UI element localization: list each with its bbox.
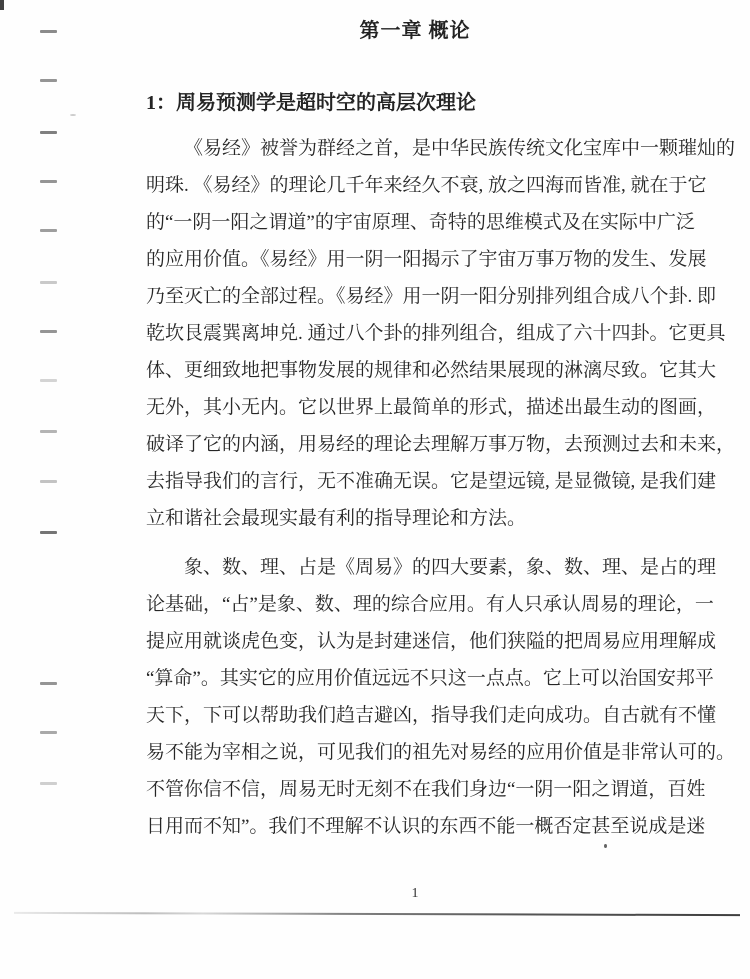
paragraph-1	[146, 130, 736, 537]
scan-artifact	[0, 0, 4, 10]
scan-artifact	[40, 731, 57, 734]
scan-artifact	[40, 782, 57, 785]
text-line: 无外，其小无内。它以世界上最简单的形式，描述出最生动的图画，	[146, 397, 717, 418]
text-line: 论基础，“占”是象、数、理的综合应用。有人只承认周易的理论，一	[146, 594, 714, 615]
paragraph-2	[146, 549, 736, 845]
page-number: 1	[411, 886, 419, 901]
text-line: 易不能为宰相之说，可见我们的祖先对易经的应用价值是非常认可的。	[146, 742, 736, 763]
text-line: 明珠. 《易经》的理论几千年来经久不衰, 放之四海而皆准, 就在于它	[146, 175, 707, 196]
scan-artifact	[40, 281, 57, 284]
text-line: 乾坎艮震巽离坤兑. 通过八个卦的排列组合，组成了六十四卦。它更具	[146, 323, 726, 344]
text-line: 立和谐社会最现实最有利的指导理论和方法。	[146, 508, 527, 529]
scan-artifact	[40, 229, 57, 232]
text-line: 提应用就谈虎色变，认为是封建迷信，他们狭隘的把周易应用理解成	[146, 631, 717, 652]
scan-artifact	[40, 131, 57, 134]
text-line: “算命”。其实它的应用价值远远不只这一点点。它上可以治国安邦平	[146, 668, 714, 689]
chapter-title: 第一章 概论	[359, 20, 471, 42]
scan-artifact	[40, 379, 57, 382]
text-line: 去指导我们的言行，无不准确无误。它是望远镜, 是显微镜, 是我们建	[146, 471, 717, 492]
text-line: 的“一阴一阳之谓道”的宇宙原理、奇特的思维模式及在实际中广泛	[146, 212, 695, 233]
scan-artifact	[40, 531, 57, 534]
text-line: 乃至灭亡的全部过程。《易经》用一阴一阳分别排列组合成八个卦. 即	[146, 286, 717, 307]
scan-artifact	[70, 114, 76, 116]
scan-artifact	[40, 79, 57, 82]
text-line: 体、更细致地把事物发展的规律和必然结果展现的淋漓尽致。它其大	[146, 360, 717, 381]
section-heading: 1：周易预测学是超时空的高层次理论	[146, 92, 476, 114]
text-line: 不管你信不信，周易无时无刻不在我们身边“一阴一阳之谓道，百姓	[146, 779, 706, 800]
scan-artifact	[40, 30, 57, 33]
scan-artifact	[40, 430, 57, 433]
text-line: 象、数、理、占是《周易》的四大要素，象、数、理、是占的理	[184, 557, 717, 578]
text-line: 的应用价值。《易经》用一阴一阳揭示了宇宙万事万物的发生、发展	[146, 249, 707, 270]
text-line: 《易经》被誉为群经之首，是中华民族传统文化宝库中一颗璀灿的	[184, 138, 736, 159]
scan-artifact	[40, 330, 57, 333]
scan-artifact	[40, 480, 57, 483]
text-line: 日用而不知”。我们不理解不认识的东西不能一概否定甚至说成是迷	[146, 816, 706, 837]
scan-artifact-line	[14, 912, 740, 916]
text-line: 破译了它的内涵，用易经的理论去理解万事万物，去预测过去和未来，	[146, 434, 736, 455]
scan-artifact	[40, 180, 57, 183]
text-line: 天下，下可以帮助我们趋吉避凶，指导我们走向成功。自古就有不懂	[146, 705, 717, 726]
scan-artifact	[40, 682, 57, 685]
